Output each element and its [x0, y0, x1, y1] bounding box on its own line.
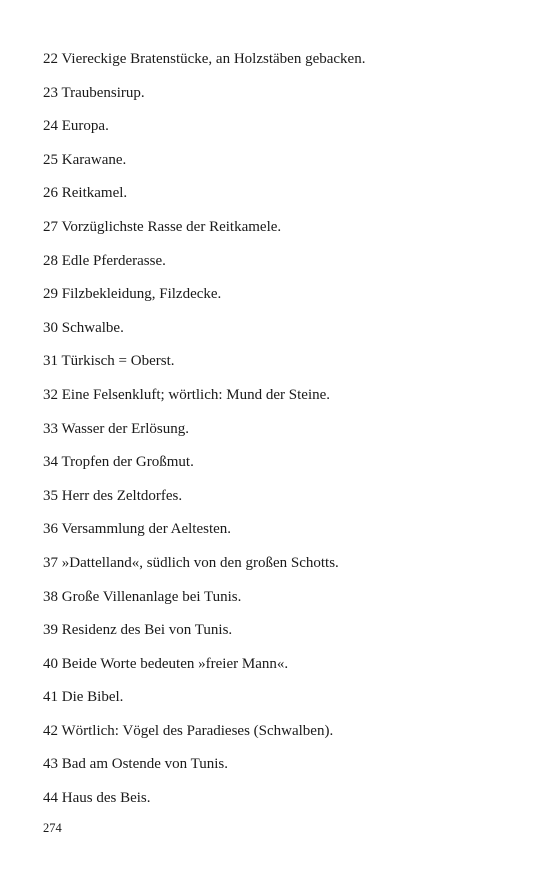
footnote-item	[43, 384, 513, 418]
footnote-number: 44	[43, 790, 58, 807]
footnote-text: »Dattelland«, südlich von den großen Schotts.	[61, 554, 339, 571]
footnote-item	[43, 720, 513, 754]
footnote-item	[43, 250, 513, 284]
footnote-number: 33	[43, 420, 58, 437]
footnote-text: Beide Worte bedeuten »freier Mann«.	[61, 655, 289, 672]
footnote-number: 43	[43, 756, 58, 773]
footnote-text: Edle Pferderasse.	[61, 252, 166, 269]
footnote-number: 22	[43, 51, 58, 67]
footnote-number: 34	[43, 454, 58, 471]
footnote-number: 25	[43, 151, 58, 168]
footnote-number: 32	[43, 386, 58, 403]
footnote-item	[43, 518, 513, 552]
footnote-item	[43, 485, 513, 519]
footnote-text: Bad am Ostende von Tunis.	[61, 756, 229, 773]
footnote-number: 39	[43, 622, 58, 639]
footnote-item	[43, 149, 513, 183]
footnote-item	[43, 48, 513, 82]
footnote-text: Europa.	[61, 118, 109, 135]
footnote-item	[43, 619, 513, 653]
footnote-text: Große Villenanlage bei Tunis.	[61, 588, 242, 605]
footnote-text: Versammlung der Aeltesten.	[61, 521, 232, 538]
footnote-text: Karawane.	[61, 151, 127, 168]
footnote-item	[43, 418, 513, 452]
footnote-item	[43, 753, 513, 787]
footnote-item	[43, 283, 513, 317]
footnote-text: Die Bibel.	[61, 689, 124, 706]
footnote-text: Traubensirup.	[61, 84, 145, 101]
footnote-number: 26	[43, 185, 58, 202]
footnote-text: Herr des Zeltdorfes.	[61, 487, 183, 504]
footnote-number: 38	[43, 588, 58, 605]
footnote-text: Türkisch = Oberst.	[61, 353, 175, 370]
footnote-item	[43, 216, 513, 250]
page-number: 274	[43, 821, 62, 835]
footnote-text: Haus des Beis.	[61, 790, 151, 807]
footnote-item	[43, 451, 513, 485]
footnote-number: 42	[43, 722, 58, 739]
footnote-number: 40	[43, 655, 58, 672]
footnote-list	[43, 48, 513, 821]
footnote-number: 28	[43, 252, 58, 269]
footnote-text: Eine Felsenkluft; wörtlich: Mund der Steine.	[61, 386, 331, 403]
footnote-text: Vorzüglichste Rasse der Reitkamele.	[61, 218, 282, 235]
footnote-number: 36	[43, 521, 58, 538]
footnote-item	[43, 552, 513, 586]
footnote-number: 27	[43, 218, 58, 235]
footnote-text: Schwalbe.	[61, 319, 124, 336]
footnote-number: 31	[43, 353, 58, 370]
footnote-number: 29	[43, 286, 58, 303]
footnote-number: 37	[43, 554, 58, 571]
footnote-text: Wasser der Erlösung.	[61, 420, 189, 437]
footnote-item	[43, 653, 513, 687]
footnote-item	[43, 317, 513, 351]
footnote-text: Residenz des Bei von Tunis.	[61, 622, 233, 639]
footnote-item	[43, 115, 513, 149]
footnote-item	[43, 350, 513, 384]
footnote-item	[43, 586, 513, 620]
footnote-text: Reitkamel.	[61, 185, 128, 202]
footnote-number: 24	[43, 118, 58, 135]
footnote-number: 23	[43, 84, 58, 101]
footnote-item	[43, 686, 513, 720]
footnote-number: 30	[43, 319, 58, 336]
footnote-text: Tropfen der Großmut.	[61, 454, 194, 471]
footnote-text: Wörtlich: Vögel des Paradieses (Schwalben).	[61, 722, 334, 739]
footnote-text: Viereckige Bratenstücke, an Holzstäben gebacken.	[61, 51, 366, 67]
footnote-item	[43, 787, 513, 821]
footnote-item	[43, 82, 513, 116]
footnote-number: 41	[43, 689, 58, 706]
footnote-number: 35	[43, 487, 58, 504]
footnote-text: Filzbekleidung, Filzdecke.	[61, 286, 222, 303]
footnote-item	[43, 182, 513, 216]
